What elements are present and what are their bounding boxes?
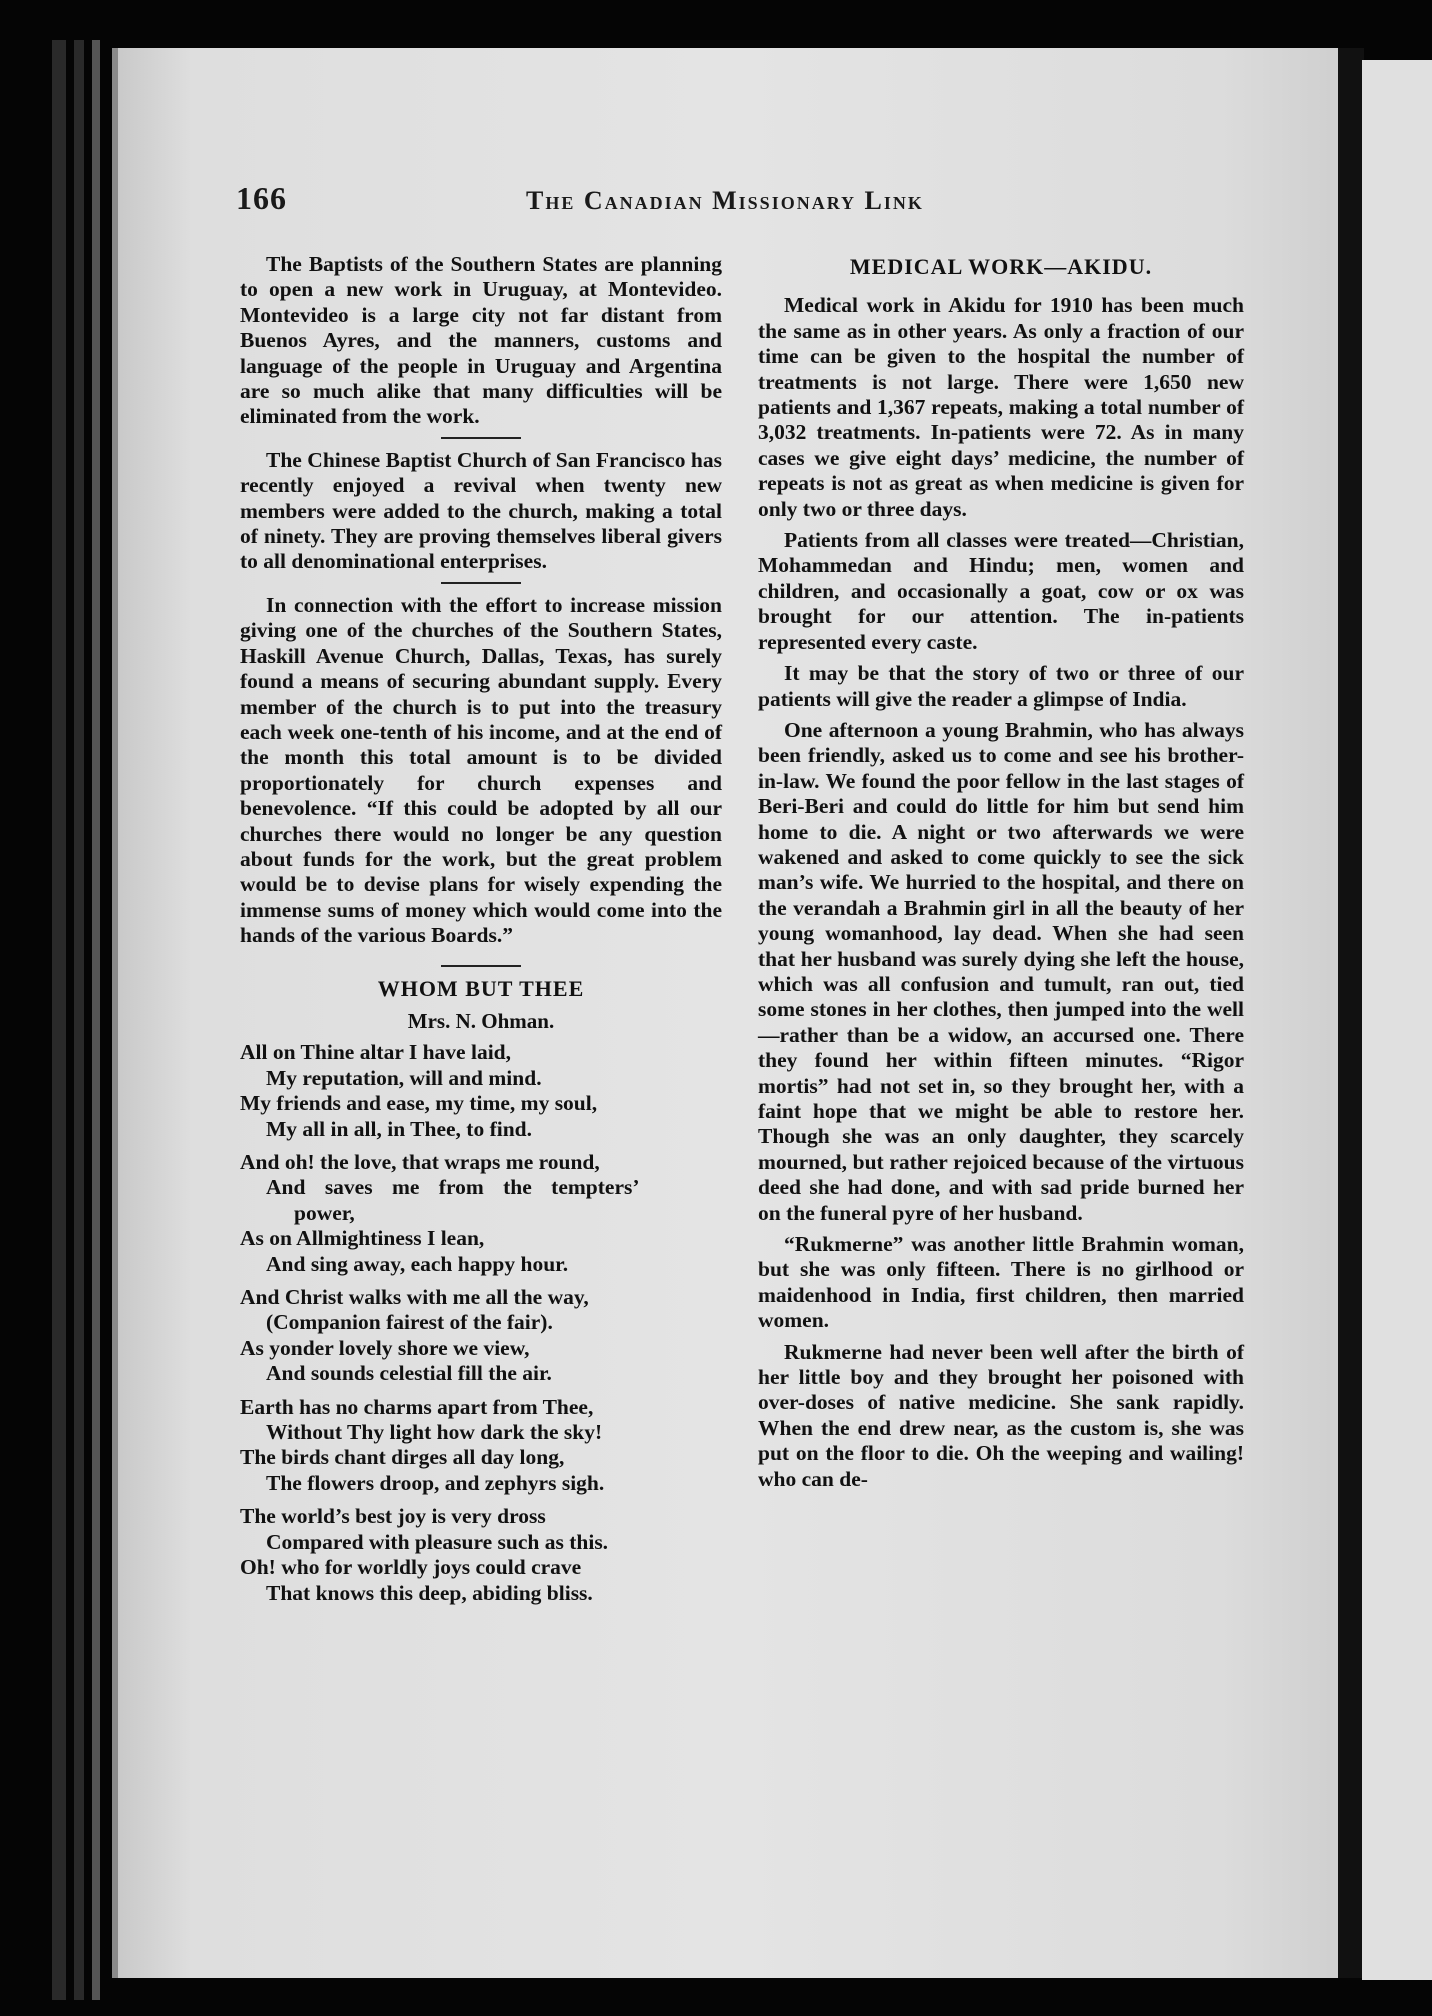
poem-line: The birds chant dirges all day long, xyxy=(240,1445,565,1470)
poem xyxy=(240,1040,722,1606)
poem-line: The world’s best joy is very dross xyxy=(240,1504,546,1529)
article-paragraph: One afternoon a young Brahmin, who has always been friendly, asked us to come and see his brother-in-law. We found the poor fellow in the last stages of Beri-Beri and could do little for him but send him home to die. A night or two afterwards we were wakened and asked to come quickly to see the sick man’s wife. We hurried to the hospital, and there on the verandah a Brahmin girl in all the beauty of her young womanhood, lay dead. When she had seen that her husband was surely dying she left the house, which was all confusion and tumult, ran out, tied some stones in her clothes, then jumped into the well—rather than be a widow, an accursed one. There they found her within fifteen minutes. “Rigor mortis” had not set in, so they brought her, with a faint hope that we might be able to restore her. Though she was an only daughter, they scarcely mourned, but rather rejoiced because of the virtuous deed she had done, and with sad pride burned her on the funeral pyre of her husband. xyxy=(758,717,1244,1225)
poem-line: The flowers droop, and zephyrs sigh. xyxy=(266,1470,605,1495)
article-paragraph: Rukmerne had never been well after the birth of her little boy and they brought her poisoned with over-doses of native medicine. She sank rapidly. When the end drew near, as the custom is, she was put on the floor to die. Oh the weeping and wailing! who can de- xyxy=(758,1339,1244,1491)
poem-stanza xyxy=(240,1504,722,1606)
poem-line: Earth has no charms apart from Thee, xyxy=(240,1394,594,1419)
poem-title: WHOM BUT THEE xyxy=(377,975,585,1001)
poem-line: As on Allmightiness I lean, xyxy=(240,1226,485,1251)
poem-line: And oh! the love, that wraps me round, xyxy=(240,1150,600,1174)
article-title: MEDICAL WORK—AKIDU. xyxy=(849,254,1153,279)
right-column xyxy=(758,252,1244,1498)
article-paragraph: Medical work in Akidu for 1910 has been much the same as in other years. As only a fraction of our time can be given to the hospital the number of treatments is not large. There were 1,650 new patients and 1,367 repeats, making a total number of 3,032 treatments. In-patients were 72. As in many cases we give eight days’ medicine, the number of repeats is not as great as when medicine is given for only two or three days. xyxy=(758,293,1244,521)
binding-strip xyxy=(92,40,100,2000)
binding-strip xyxy=(74,40,84,2000)
poem-line: That knows this deep, abiding bliss. xyxy=(266,1580,593,1605)
poem-line: And Christ walks with me all the way, xyxy=(240,1285,589,1310)
poem-line: (Companion fairest of the fair). xyxy=(266,1310,553,1335)
poem-line: As yonder lovely shore we view, xyxy=(240,1335,530,1360)
article-paragraph: Patients from all classes were treated—Christian, Mohammedan and Hindu; men, women and children, and occasionally a goat, cow or ox was brought for our attention. The in-patients represented every caste. xyxy=(758,528,1244,654)
poem-line: My friends and ease, my time, my soul, xyxy=(240,1091,598,1116)
poem-stanza xyxy=(240,1395,722,1497)
page-number: 166 xyxy=(236,180,287,216)
poem-line: And sing away, each happy hour. xyxy=(266,1251,569,1276)
poem-line: My all in all, in Thee, to find. xyxy=(266,1116,532,1141)
section-divider xyxy=(441,437,521,439)
article-paragraph: “Rukmerne” was another little Brahmin woman, but she was only fifteen. There is no girlhood or maidenhood in India, first children, then married women. xyxy=(758,1232,1244,1333)
section-divider xyxy=(441,965,521,967)
facing-page-edge xyxy=(1362,60,1432,1980)
journal-title: The Canadian Missionary Link xyxy=(526,186,924,215)
section-divider xyxy=(441,582,521,584)
poem-line: Compared with pleasure such as this. xyxy=(266,1529,609,1554)
left-column xyxy=(240,252,722,1614)
poem-line: And sounds celestial fill the air. xyxy=(266,1361,552,1386)
poem-line: And saves me from the tempters’ xyxy=(266,1175,640,1200)
article-paragraph: The Chinese Baptist Church of San Francisco has recently enjoyed a revival when twenty new members were added to the church, making a total of ninety. They are proving themselves liberal givers to all denominational enterprises. xyxy=(240,447,722,574)
article-paragraph: The Baptists of the Southern States are planning to open a new work in Uruguay, at Montevideo. Montevideo is a large city not far distant from Buenos Ayres, and the manners, customs and language of the people in Uruguay and Argentina are so much alike that many difficulties will be eliminated from the work. xyxy=(240,252,722,429)
poem-stanza xyxy=(240,1040,722,1142)
article-paragraph: In connection with the effort to increase mission giving one of the churches of the Southern States, Haskill Avenue Church, Dallas, Texas, has surely found a means of securing abundant supply. Every member of the church is to put into the treasury each week one-tenth of his income, and at the end of the month this total amount is to be divided proportionately for church expenses and benevolence. “If this could be adopted by all our churches there would no longer be any question about funds for the work, but the great problem would be to devise plans for wisely expending the immense sums of money which would come into the hands of the various Boards.” xyxy=(240,592,722,948)
binding-strip xyxy=(52,40,66,2000)
poem-stanza xyxy=(240,1150,722,1277)
poem-line: Oh! who for worldly joys could crave xyxy=(240,1555,582,1580)
poem-line: All on Thine altar I have laid, xyxy=(240,1040,511,1065)
article-paragraph: It may be that the story of two or three of our patients will give the reader a glimpse of India. xyxy=(758,661,1244,711)
running-head xyxy=(236,180,1246,220)
page-edge-shadow xyxy=(1338,48,1364,1978)
poem-stanza xyxy=(240,1285,722,1387)
poem-line: Without Thy light how dark the sky! xyxy=(266,1420,603,1445)
poem-author: Mrs. N. Ohman. xyxy=(407,1008,555,1033)
poem-line: My reputation, will and mind. xyxy=(266,1065,542,1090)
poem-line: power, xyxy=(294,1200,355,1225)
